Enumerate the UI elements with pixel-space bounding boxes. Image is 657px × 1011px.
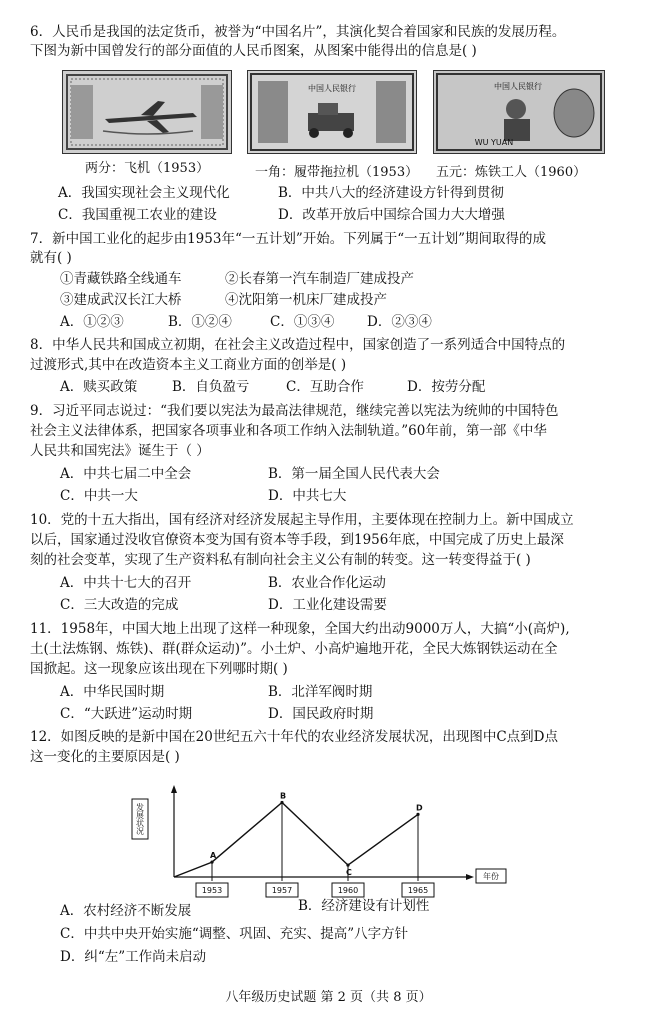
q8-option-b: B．自负盈亏 — [172, 379, 250, 395]
point-label-A: A — [210, 851, 217, 861]
q8-option-c: C．互助合作 — [286, 379, 364, 395]
series-line — [174, 802, 418, 877]
q6-option-c: C．我国重视工农业的建设 — [58, 207, 217, 223]
q7-stem-line1: 7．新中国工业化的起步由1953年“一五计划”开始。下列属于“一五计划”期间取得的成 — [30, 231, 547, 247]
x-tick-label-1953: 1953 — [201, 886, 223, 895]
q7-option-d: D．②③④ — [367, 314, 432, 330]
point-C — [346, 863, 349, 866]
note1-bank-name: 中国人民银行 — [494, 82, 542, 91]
q7-item-4: ④沈阳第一机床厂建成投产 — [225, 292, 387, 308]
q10-stem-line2: 以后，国家通过没收官僚资本变为国有资本等手段，到1956年底，中国完成了历史上最深 — [30, 532, 564, 548]
q11-stem-line1: 11．1958年，中国大地上出现了这样一种现象，全国大约出动9000万人，大搞“小(高炉), — [30, 621, 570, 637]
caption-two-fen: 两分：飞机（1953） — [85, 161, 210, 176]
q11-stem-line2: 土(土法炼钢、炼铁)、群(群众运动)”。小土炉、小高炉遍地开花，全民大炼钢铁运动在全 — [30, 641, 558, 657]
q11-option-d: D．国民政府时期 — [268, 706, 374, 722]
q11-option-c: C．“大跃进”运动时期 — [60, 706, 193, 722]
q8-option-d: D．按劳分配 — [407, 379, 486, 395]
point-label-B: B — [280, 791, 287, 801]
page-footer: 八年级历史试题 第 2 页（共 8 页） — [225, 990, 432, 1005]
q12-stem-line1: 12．如图反映的是新中国在20世纪五六十年代的农业经济发展状况，出现图中C点到D点 — [30, 729, 559, 745]
q10-stem-line3: 刻的社会变革，实现了生产资料私有制向社会主义公有制的转变。这一转变得益于( ) — [30, 552, 531, 568]
q12-option-b: B．经济建设有计划性 — [298, 898, 430, 914]
x-axis-arrow — [466, 874, 474, 880]
q10-stem-line1: 10．党的十五大指出，国有经济对经济发展起主导作用，主要体现在控制力上。新中国成立 — [30, 512, 574, 528]
banknote-one-jiao-image — [247, 70, 417, 154]
q9-option-c: C．中共一大 — [60, 488, 138, 504]
q10-option-b: B．农业合作化运动 — [268, 575, 386, 591]
point-B — [280, 801, 283, 804]
q11-stem-line3: 国掀起。这一现象应该出现在下列哪时期( ) — [30, 661, 288, 677]
q10-option-c: C．三大改造的完成 — [60, 597, 179, 613]
caption-five-yuan: 五元：炼铁工人（1960） — [436, 165, 587, 180]
q9-option-b: B．第一届全国人民代表大会 — [268, 466, 440, 482]
q10-option-d: D．工业化建设需要 — [268, 597, 387, 613]
y-axis-arrow — [171, 785, 177, 793]
q9-stem-line2: 社会主义法律体系，把国家各项事业和各项工作纳入法制轨道。”60年前，第一部《中华 — [30, 423, 547, 439]
q12-stem-line2: 这一变化的主要原因是( ) — [30, 749, 180, 765]
q9-stem-line3: 人民共和国宪法》诞生于（ ） — [30, 443, 210, 459]
caption-one-jiao: 一角：履带拖拉机（1953） — [255, 165, 419, 180]
q10-option-a: A．中共十七大的召开 — [60, 575, 192, 591]
q7-option-c: C．①③④ — [270, 314, 335, 330]
q8-stem-line2: 过渡形式,其中在改造资本主义工商业方面的创举是( ) — [30, 357, 347, 373]
y-axis-label: 发展状况 — [135, 803, 145, 835]
q8-stem-line1: 8．中华人民共和国成立初期，在社会主义改造过程中，国家创造了一系列适合中国特点的 — [30, 337, 566, 353]
q7-option-b: B．①②④ — [168, 314, 232, 330]
q6-stem-line1: 6．人民币是我国的法定货币，被誉为“中国名片”，其演化契合着国家和民族的发展历程。 — [30, 24, 566, 40]
q8-option-a: A．赎买政策 — [60, 379, 138, 395]
point-label-D: D — [416, 803, 423, 813]
x-tick-label-1965: 1965 — [407, 886, 429, 895]
point-label-C: C — [346, 868, 352, 878]
q9-option-d: D．中共七大 — [268, 488, 347, 504]
x-tick-label-1960: 1960 — [337, 886, 359, 895]
q9-stem-line1: 9．习近平同志说过：“我们要以宪法为最高法律规范，继续完善以宪法为统帅的中国特色 — [30, 403, 559, 419]
banknote-five-yuan-image — [433, 70, 605, 154]
q11-option-a: A．中华民国时期 — [60, 684, 165, 700]
point-D — [416, 813, 419, 816]
q7-item-2: ②长春第一汽车制造厂建成投产 — [225, 271, 414, 287]
note2-bank-name: 中国人民银行 — [308, 84, 356, 93]
q7-stem-line2: 就有( ) — [30, 250, 72, 266]
q6-stem-line2: 下图为新中国曾发行的部分面值的人民币图案，从图案中能得出的信息是( ) — [30, 43, 477, 59]
q6-option-d: D．改革开放后中国综合国力大大增强 — [278, 207, 505, 223]
x-tick-label-1957: 1957 — [271, 886, 293, 895]
note3-wuyuan-label: WU YUAN — [474, 138, 514, 147]
banknote-two-fen-image — [62, 70, 232, 154]
q12-option-c: C．中共中央开始实施“调整、巩固、充实、提高”八字方针 — [60, 926, 409, 942]
q7-option-a: A．①②③ — [60, 314, 124, 330]
x-axis-label: 年份 — [483, 872, 499, 881]
agriculture-line-chart — [130, 785, 510, 910]
q6-option-a: A．我国实现社会主义现代化 — [58, 185, 230, 201]
q11-option-b: B．北洋军阀时期 — [268, 684, 373, 700]
q12-option-a: A．农村经济不断发展 — [60, 903, 192, 919]
q9-option-a: A．中共七届二中全会 — [60, 466, 192, 482]
point-A — [210, 860, 213, 863]
q7-item-1: ①青藏铁路全线通车 — [60, 271, 182, 287]
q6-option-b: B．中共八大的经济建设方针得到贯彻 — [278, 185, 504, 201]
q7-item-3: ③建成武汉长江大桥 — [60, 292, 182, 308]
q12-option-d: D．纠“左”工作尚未启动 — [60, 949, 207, 965]
